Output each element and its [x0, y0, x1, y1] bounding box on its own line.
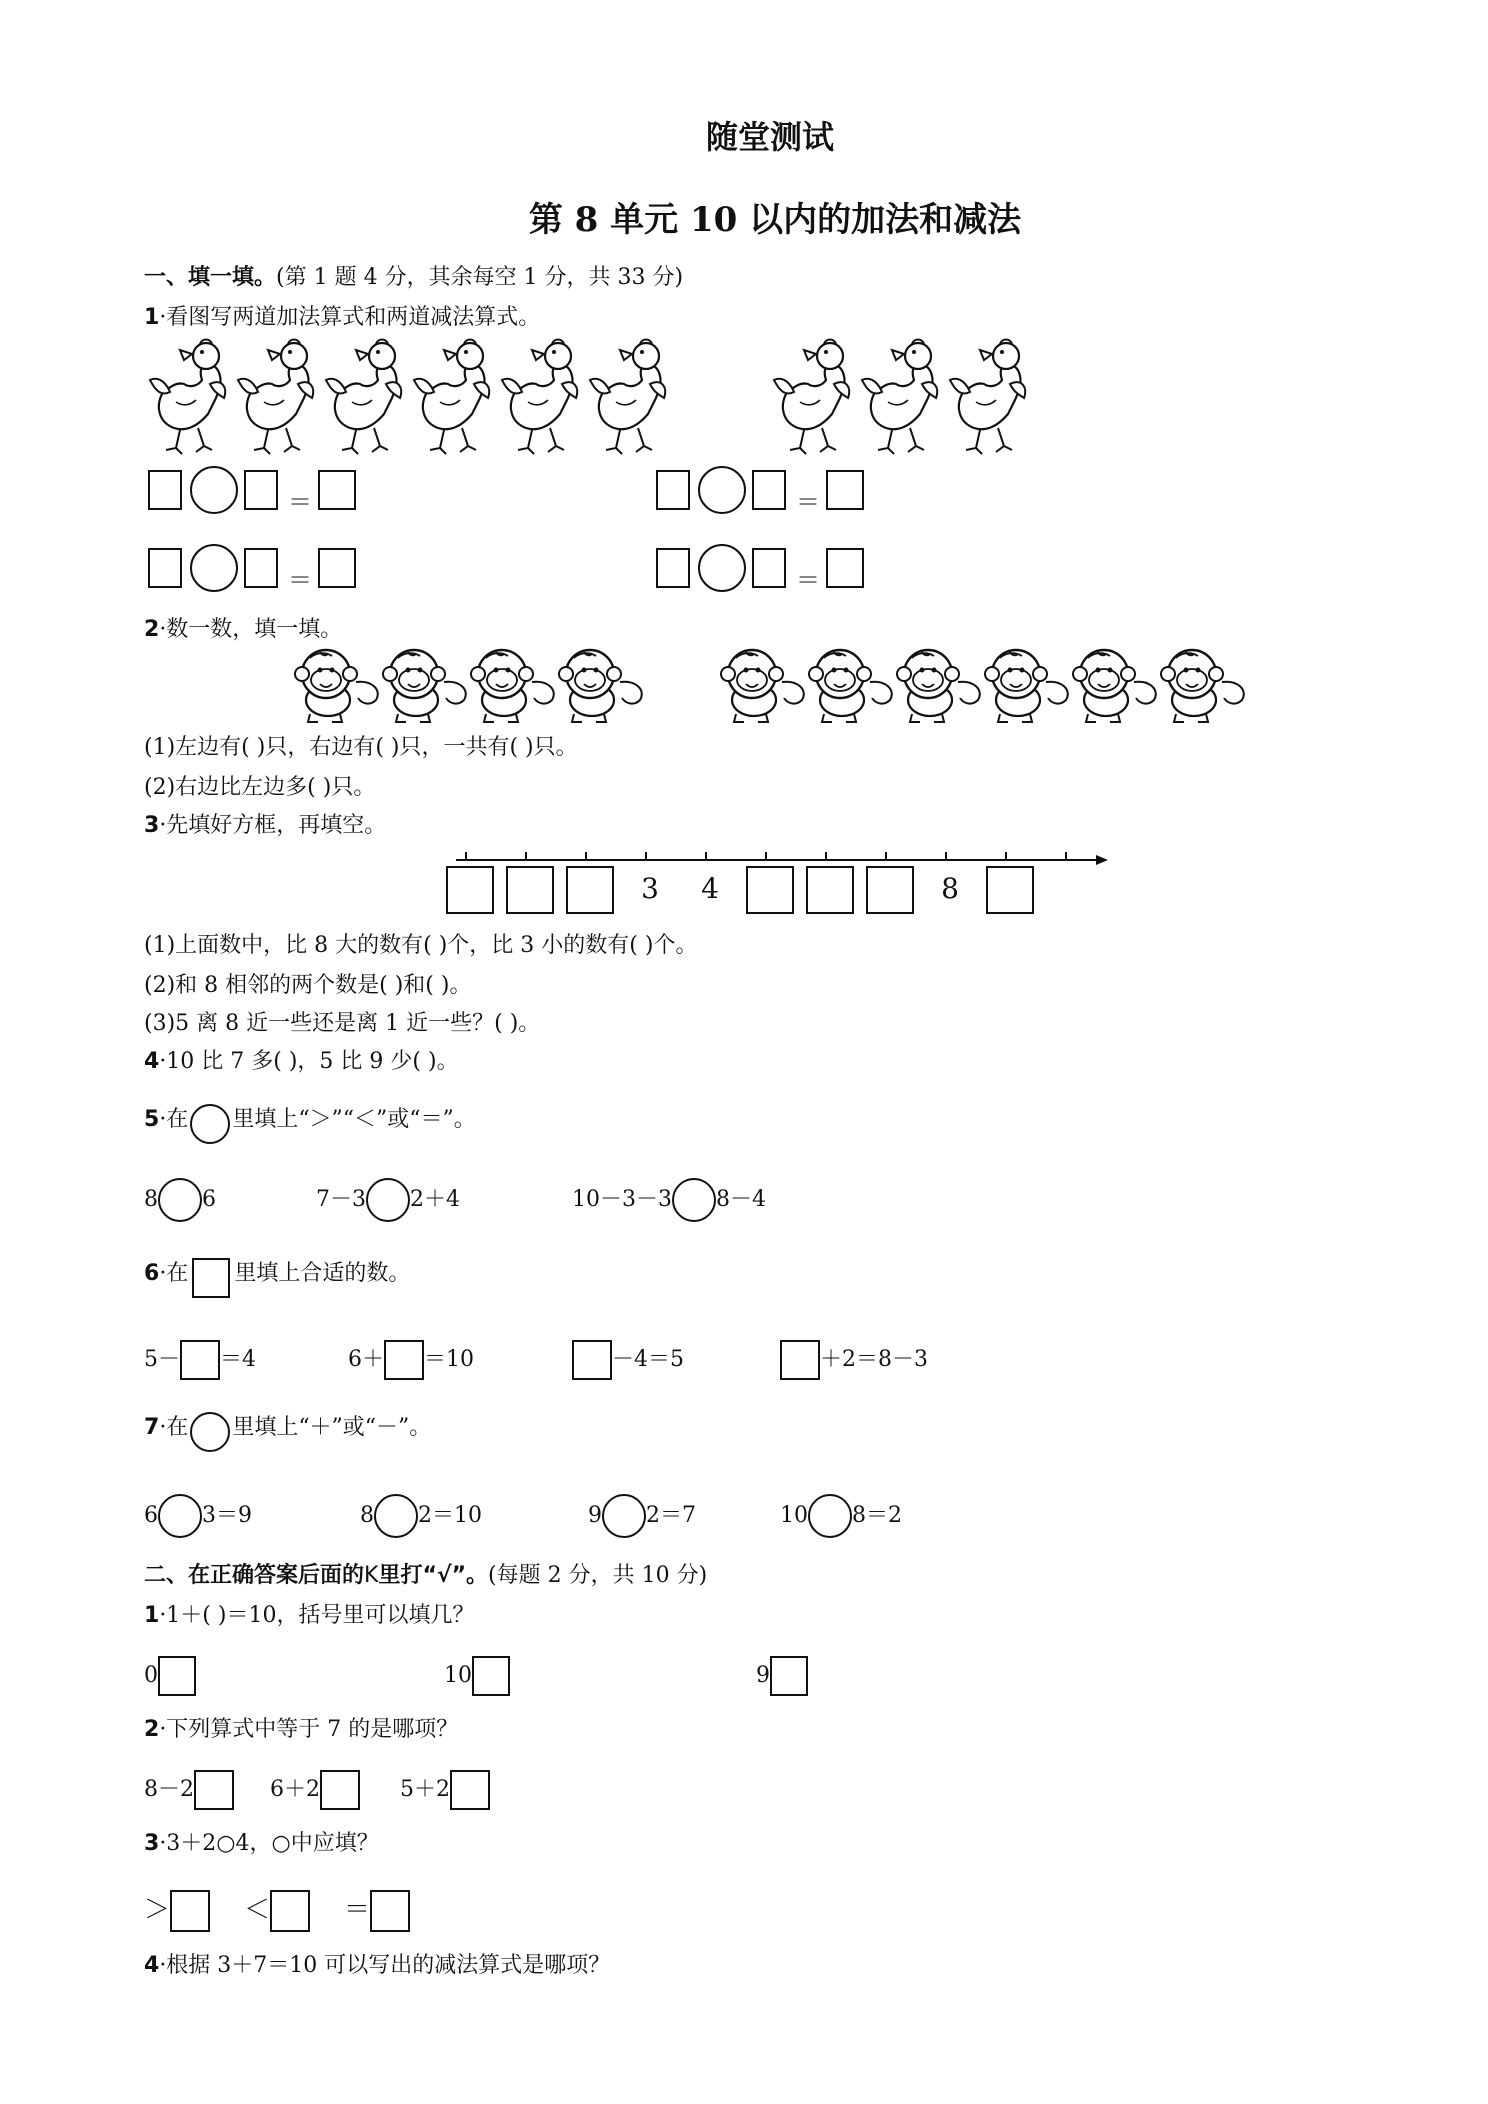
q6-prompt	[144, 1250, 410, 1298]
s2-q4-text: ·根据 3＋7＝10 可以写出的减法算式是哪项？	[159, 1953, 611, 1978]
compare-circle[interactable]	[366, 1178, 410, 1222]
q6-item	[348, 1330, 474, 1378]
q7-pre: ·在	[159, 1415, 189, 1440]
operator-circle[interactable]	[698, 544, 746, 592]
q7-item	[360, 1486, 482, 1534]
q5-item-left: 10－3－3	[572, 1187, 672, 1212]
fill-box[interactable]	[180, 1340, 220, 1380]
monkey-icon	[809, 650, 892, 722]
q7-post: 里填上“＋”或“－”。	[232, 1415, 432, 1440]
q6-item	[572, 1330, 684, 1378]
fill-box[interactable]	[572, 1340, 612, 1380]
equals-sign: ＝	[288, 488, 312, 516]
check-box[interactable]	[770, 1656, 808, 1696]
q6-pre: ·在	[159, 1261, 189, 1286]
duck-icon	[862, 340, 937, 455]
q6-number: 6	[144, 1261, 160, 1286]
s2-q1-option	[144, 1646, 196, 1694]
answer-box[interactable]	[752, 548, 786, 588]
s2-q2-text: ·下列算式中等于 7 的是哪项？	[159, 1717, 459, 1742]
number-cell[interactable]	[566, 866, 614, 914]
monkey-illustration	[0, 644, 1488, 734]
q6-item-before: 6＋	[348, 1347, 384, 1372]
answer-box[interactable]	[656, 470, 690, 510]
q7-item-right: 2＝10	[418, 1503, 482, 1528]
q5-prompt	[144, 1096, 476, 1144]
monkey-icon	[897, 650, 980, 722]
circle-symbol-icon	[190, 1412, 230, 1452]
section2-heading	[144, 1558, 707, 1589]
q3-line1: (1)上面数中，比 8 大的数有( )个，比 3 小的数有( )个。	[144, 933, 698, 958]
s2-q3-option	[344, 1880, 410, 1928]
q6-item	[144, 1330, 256, 1378]
option-label: 5＋2	[400, 1777, 450, 1802]
duck-icon	[238, 340, 313, 455]
number-cell-value: 8	[941, 872, 959, 905]
s2-q2-option	[270, 1760, 360, 1808]
right-monkeys	[721, 650, 1244, 722]
monkey-icon	[383, 650, 466, 722]
section2-title: 二、在正确答案后面的	[144, 1563, 365, 1588]
section1-heading	[144, 260, 683, 291]
q7-item-left: 9	[588, 1503, 602, 1528]
answer-box[interactable]	[244, 548, 278, 588]
q3-prompt	[144, 808, 386, 839]
section2-scoring: (每题 2 分，共 10 分)	[488, 1563, 708, 1588]
q5-item-left: 8	[144, 1187, 158, 1212]
compare-circle[interactable]	[158, 1178, 202, 1222]
square-symbol-icon	[192, 1258, 230, 1298]
s2-q3-text: ·3＋2○4，○中应填？	[159, 1831, 379, 1856]
operator-circle[interactable]	[190, 466, 238, 514]
answer-box[interactable]	[148, 470, 182, 510]
monkey-icon	[295, 650, 378, 722]
q5-item-left: 7－3	[316, 1187, 366, 1212]
q7-item	[144, 1486, 252, 1534]
q5-pre: ·在	[159, 1107, 189, 1132]
q6-item-after: ＋2＝8－3	[820, 1347, 928, 1372]
answer-box[interactable]	[826, 548, 864, 588]
number-line	[0, 846, 1488, 876]
check-box[interactable]	[158, 1656, 196, 1696]
q7-item-left: 10	[780, 1503, 808, 1528]
q5-item-right: 2＋4	[410, 1187, 460, 1212]
operator-circle[interactable]	[374, 1494, 418, 1538]
check-box[interactable]	[472, 1656, 510, 1696]
check-box[interactable]	[320, 1770, 360, 1810]
answer-box[interactable]	[148, 548, 182, 588]
answer-box[interactable]	[752, 470, 786, 510]
answer-box[interactable]	[318, 548, 356, 588]
answer-box[interactable]	[244, 470, 278, 510]
section2-title-rest: 里打“√”。	[378, 1563, 489, 1588]
option-label: 0	[144, 1663, 158, 1688]
q6-item-after: ＝10	[424, 1347, 474, 1372]
s2-q3-option	[144, 1880, 210, 1928]
q6-item-after: ＝4	[220, 1347, 256, 1372]
page-title: 随堂测试	[705, 118, 834, 156]
answer-box[interactable]	[656, 548, 690, 588]
q3-line3: (3)5 离 8 近一些还是离 1 近一些？( )。	[144, 1011, 541, 1036]
q7-prompt	[144, 1404, 431, 1452]
equals-sign: ＝	[796, 488, 820, 516]
q7-number: 7	[144, 1415, 160, 1440]
compare-circle[interactable]	[672, 1178, 716, 1222]
q3-text: ·先填好方框，再填空。	[159, 813, 387, 838]
s2-q3-number: 3	[144, 1831, 160, 1856]
check-box[interactable]	[450, 1770, 490, 1810]
duck-icon	[150, 340, 225, 455]
option-label: ＞	[144, 1895, 171, 1925]
number-cell[interactable]	[746, 866, 794, 914]
q7-item-left: 6	[144, 1503, 158, 1528]
duck-icon	[774, 340, 849, 455]
duck-icon	[502, 340, 577, 455]
s2-q3-option	[244, 1880, 310, 1928]
monkey-icon	[471, 650, 554, 722]
option-label: 6＋2	[270, 1777, 320, 1802]
monkey-icon	[1073, 650, 1156, 722]
right-ducks	[774, 340, 1025, 455]
q7-item-right: 2＝7	[646, 1503, 696, 1528]
q7-item-left: 8	[360, 1503, 374, 1528]
answer-box[interactable]	[826, 470, 864, 510]
s2-q2-number: 2	[144, 1717, 160, 1742]
q6-item-after: －4＝5	[612, 1347, 684, 1372]
q5-number: 5	[144, 1107, 160, 1132]
s2-q1-prompt	[144, 1598, 474, 1629]
q2-line1: (1)左边有( )只，右边有( )只，一共有( )只。	[144, 735, 578, 760]
q5-post: 里填上“＞”“＜”或“＝”。	[232, 1107, 476, 1132]
check-box[interactable]	[370, 1890, 410, 1932]
q3-number: 3	[144, 813, 160, 838]
option-label: ＝	[344, 1895, 371, 1925]
q5-item	[572, 1170, 766, 1218]
fill-box[interactable]	[780, 1340, 820, 1380]
q4-number: 4	[144, 1049, 160, 1074]
circle-symbol-icon	[190, 1104, 230, 1144]
number-cell-value: 3	[641, 872, 659, 905]
s2-q4-prompt	[144, 1948, 610, 1979]
s2-q3-prompt	[144, 1826, 379, 1857]
duck-illustration	[0, 330, 1488, 470]
q7-item-right: 3＝9	[202, 1503, 252, 1528]
s2-q1-option	[444, 1646, 510, 1694]
monkey-icon	[985, 650, 1068, 722]
option-label: 9	[756, 1663, 770, 1688]
operator-circle[interactable]	[602, 1494, 646, 1538]
equals-sign: ＝	[796, 566, 820, 594]
number-cell[interactable]	[986, 866, 1034, 914]
q6-post: 里填上合适的数。	[234, 1261, 411, 1286]
check-box[interactable]	[194, 1770, 234, 1810]
option-label: 8－2	[144, 1777, 194, 1802]
duck-icon	[326, 340, 401, 455]
s2-q1-number: 1	[144, 1603, 160, 1628]
operator-circle[interactable]	[698, 466, 746, 514]
q7-item	[588, 1486, 696, 1534]
section1-scoring: (第 1 题 4 分，其余每空 1 分，共 33 分)	[276, 265, 684, 290]
number-cell[interactable]	[866, 866, 914, 914]
s2-q1-text: ·1＋( )＝10，括号里可以填几？	[159, 1603, 475, 1628]
left-ducks	[150, 340, 665, 455]
s2-q4-number: 4	[144, 1953, 160, 1978]
operator-circle[interactable]	[158, 1494, 202, 1538]
q6-item	[780, 1330, 928, 1378]
q2-text: ·数一数，填一填。	[159, 617, 343, 642]
monkey-icon	[1161, 650, 1244, 722]
q7-item	[780, 1486, 902, 1534]
q1-number: 1	[144, 305, 160, 330]
option-label: ＜	[244, 1895, 271, 1925]
number-cell[interactable]	[446, 866, 494, 914]
operator-circle[interactable]	[808, 1494, 852, 1538]
operator-circle[interactable]	[190, 544, 238, 592]
s2-q1-option	[756, 1646, 808, 1694]
q6-item-before: 5－	[144, 1347, 180, 1372]
s2-q2-option	[144, 1760, 234, 1808]
q2-prompt	[144, 612, 342, 643]
s2-q2-prompt	[144, 1712, 458, 1743]
q1-text: ·看图写两道加法算式和两道减法算式。	[159, 305, 541, 330]
q7-item-right: 8＝2	[852, 1503, 902, 1528]
duck-icon	[950, 340, 1025, 455]
page-subtitle: 第 8 单元 10 以内的加法和减法	[528, 200, 1022, 240]
number-cell[interactable]	[506, 866, 554, 914]
fill-box[interactable]	[384, 1340, 424, 1380]
q5-item-right: 8－4	[716, 1187, 766, 1212]
q2-number: 2	[144, 617, 160, 642]
q5-item-right: 6	[202, 1187, 216, 1212]
q3-line2: (2)和 8 相邻的两个数是( )和( )。	[144, 973, 472, 998]
q5-item	[316, 1170, 460, 1218]
left-monkeys	[295, 650, 642, 722]
q5-item	[144, 1170, 216, 1218]
section2-box-glyph: K	[364, 1563, 379, 1588]
q2-line2: (2)右边比左边多( )只。	[144, 775, 376, 800]
number-cell[interactable]	[806, 866, 854, 914]
q4-prompt	[144, 1044, 459, 1075]
q1-prompt	[144, 300, 540, 331]
option-label: 10	[444, 1663, 472, 1688]
equals-sign: ＝	[288, 566, 312, 594]
q4-text: ·10 比 7 多( )，5 比 9 少( )。	[159, 1049, 459, 1074]
duck-icon	[590, 340, 665, 455]
section1-title: 一、填一填。	[144, 265, 277, 290]
monkey-icon	[721, 650, 804, 722]
duck-icon	[414, 340, 489, 455]
monkey-icon	[559, 650, 642, 722]
check-box[interactable]	[270, 1890, 310, 1932]
s2-q2-option	[400, 1760, 490, 1808]
answer-box[interactable]	[318, 470, 356, 510]
number-cell-value: 4	[701, 872, 719, 905]
check-box[interactable]	[170, 1890, 210, 1932]
